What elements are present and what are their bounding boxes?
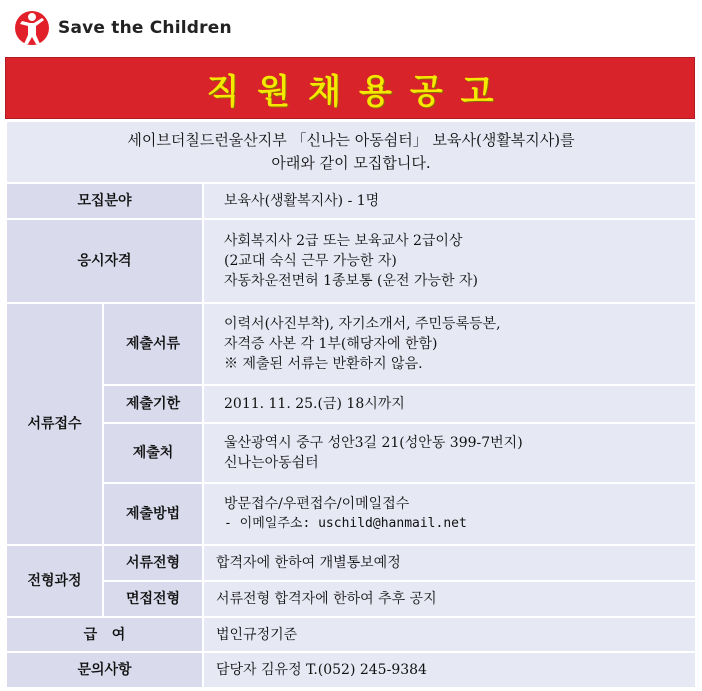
- submit-docs-line-1: 이력서(사진부착), 자기소개서, 주민등록등본,: [224, 316, 501, 332]
- qualification-line-2: (2교대 숙식 근무 가능한 자): [224, 253, 397, 269]
- table-row: [6, 652, 696, 688]
- place-line-2: 신나는아동쉼터: [224, 455, 319, 471]
- field-value: 보육사(생활복지사) - 1명: [203, 183, 696, 219]
- method-line-1: 방문접수/우편접수/이메일접수: [224, 496, 410, 512]
- deadline-label: 제출기한: [103, 385, 203, 423]
- intro-line-2: 아래와 같이 모집합니다.: [271, 154, 431, 172]
- table-row: [6, 303, 696, 385]
- contact-value: 담당자 김유정 T.(052) 245-9384: [203, 652, 696, 688]
- submit-docs-label: 제출서류: [103, 303, 203, 385]
- process-label: 전형과정: [6, 545, 103, 617]
- table-row: [6, 385, 696, 423]
- table-row: [6, 483, 696, 545]
- place-value: [203, 423, 696, 483]
- interview-label: 면접전형: [103, 581, 203, 617]
- save-the-children-logo-icon: [14, 8, 50, 48]
- salary-value: 법인규정기준: [203, 617, 696, 652]
- title-banner: [5, 57, 695, 119]
- submit-docs-line-2: 자격증 사본 각 1부(해당자에 한함): [224, 336, 438, 352]
- table-row: [6, 545, 696, 581]
- deadline-value: 2011. 11. 25.(금) 18시까지: [203, 385, 696, 423]
- documents-label: 서류접수: [6, 303, 103, 545]
- table-row: [6, 183, 696, 219]
- qualification-line-1: 사회복지사 2급 또는 보육교사 2급이상: [224, 233, 463, 249]
- place-label: 제출처: [103, 423, 203, 483]
- table-row: [6, 581, 696, 617]
- method-value: [203, 483, 696, 545]
- submit-docs-line-3: ※ 제출된 서류는 반환하지 않음.: [224, 356, 423, 372]
- table-row: [6, 423, 696, 483]
- qualification-value: [203, 219, 696, 303]
- brand-name: Save the Children: [58, 18, 232, 38]
- doc-screen-value: 합격자에 한하여 개별통보예정: [203, 545, 696, 581]
- doc-screen-label: 서류전형: [103, 545, 203, 581]
- job-posting-table: [5, 120, 697, 689]
- field-label: 모집분야: [6, 183, 203, 219]
- contact-label: 문의사항: [6, 652, 203, 688]
- table-row: [6, 617, 696, 652]
- banner-title: 직원채용공고: [206, 71, 512, 112]
- table-row: [6, 219, 696, 303]
- email-line: - 이메일주소: uschild@hanmail.net: [224, 516, 467, 531]
- logo: [14, 6, 232, 50]
- intro-text: [6, 121, 696, 183]
- submit-docs-value: [203, 303, 696, 385]
- interview-value: 서류전형 합격자에 한하여 추후 공지: [203, 581, 696, 617]
- method-label: 제출방법: [103, 483, 203, 545]
- place-line-1: 울산광역시 중구 성안3길 21(성안동 399-7번지): [224, 435, 523, 451]
- qualification-line-3: 자동차운전면허 1종보통 (운전 가능한 자): [224, 273, 479, 289]
- salary-label: 급 여: [6, 617, 203, 652]
- qualification-label: 응시자격: [6, 219, 203, 303]
- intro-line-1: 세이브더칠드런울산지부 「신나는 아동쉼터」 보육사(생활복지사)를: [127, 131, 575, 149]
